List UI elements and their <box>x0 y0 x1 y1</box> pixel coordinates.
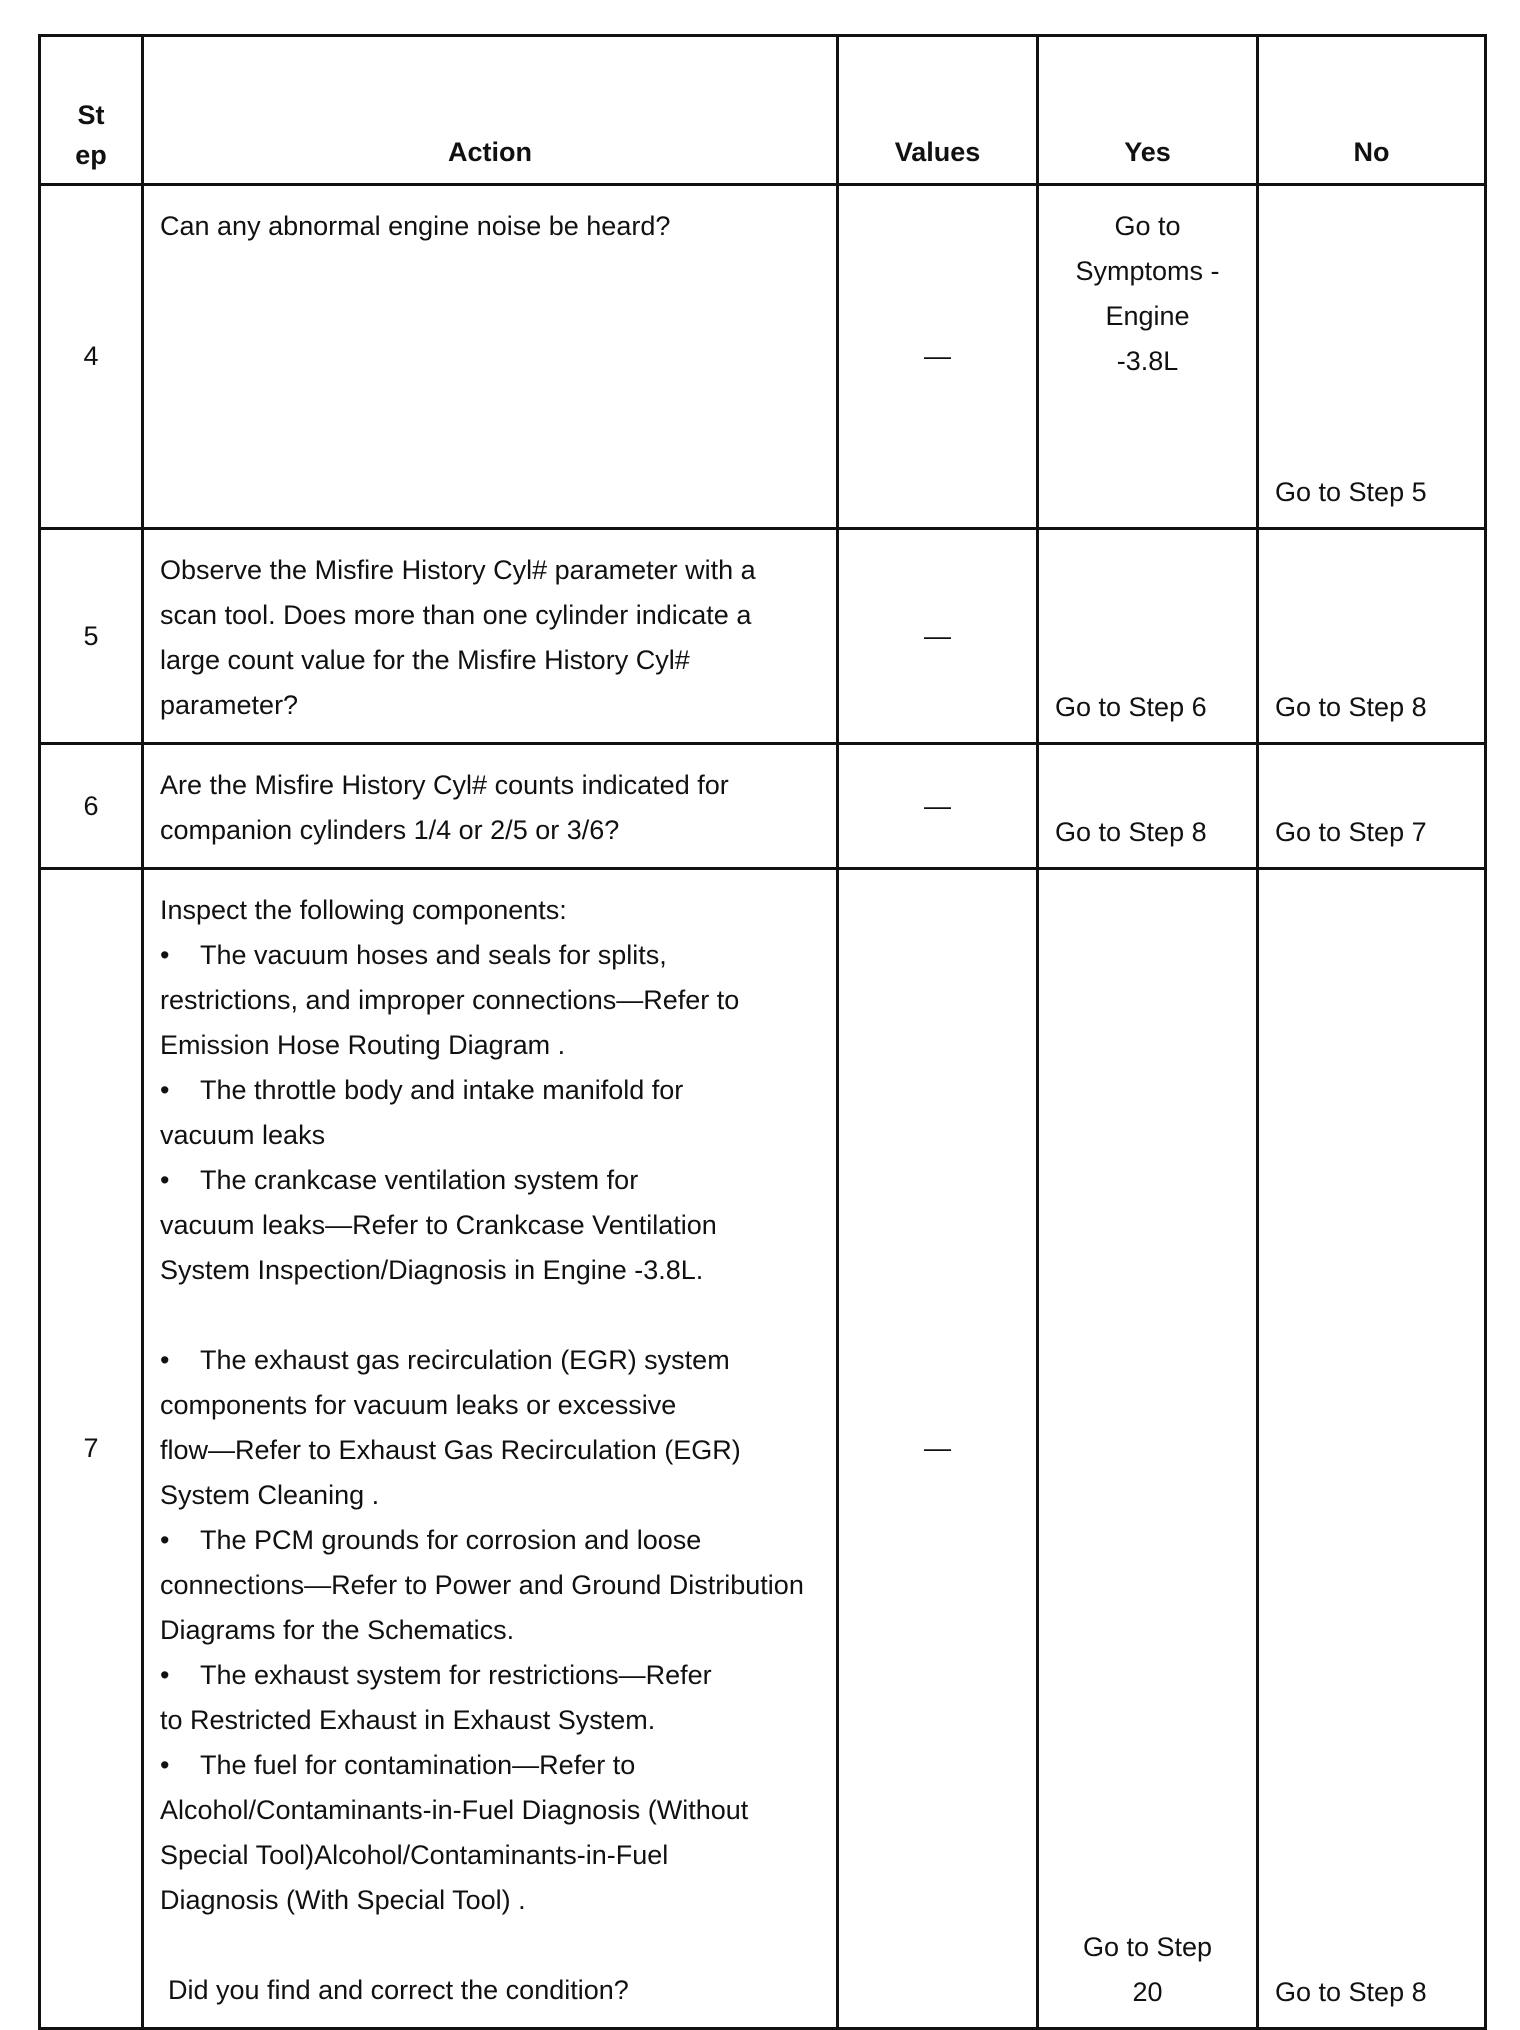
bullet-icon: • <box>160 1660 170 1690</box>
bullet-icon: • <box>160 1750 170 1780</box>
table-row-step-4 <box>40 185 1486 529</box>
yes-cell <box>1038 529 1258 744</box>
table-row-step-7 <box>40 869 1486 2029</box>
step-number: 6 <box>40 744 143 869</box>
no-cell <box>1258 744 1486 869</box>
action-line: to Restricted Exhaust in Exhaust System. <box>160 1705 656 1735</box>
header-row <box>40 36 1486 185</box>
values-cell: — <box>838 744 1038 869</box>
spacer <box>160 1293 822 1338</box>
no-cell <box>1258 185 1486 529</box>
action-line: Alcohol/Contaminants-in-Fuel Diagnosis (Without <box>160 1795 749 1825</box>
diagnostic-table-page <box>38 34 1484 2030</box>
yes-line: Go to <box>1114 211 1181 241</box>
bullet-text: The crankcase ventilation system for <box>200 1165 639 1195</box>
yes-line: 20 <box>1132 1977 1163 2007</box>
no-cell <box>1258 869 1486 2029</box>
bullet-text: The exhaust system for restrictions—Refer <box>200 1660 712 1690</box>
action-line: components for vacuum leaks or excessive <box>160 1390 677 1420</box>
action-cell <box>143 744 838 869</box>
spacer <box>160 1923 822 1968</box>
bullet-item <box>160 1158 822 1203</box>
action-line: restrictions, and improper connections—Refer to <box>160 985 740 1015</box>
bullet-icon: • <box>160 1345 170 1375</box>
yes-header: Yes <box>1038 36 1258 185</box>
values-cell: — <box>838 185 1038 529</box>
action-question: Did you find and correct the condition? <box>168 1975 629 2005</box>
action-line: Observe the Misfire History Cyl# parameter with a <box>160 555 756 585</box>
bullet-item <box>160 1743 822 1788</box>
bullet-text: The vacuum hoses and seals for splits, <box>200 940 667 970</box>
action-line: Are the Misfire History Cyl# counts indicated for <box>160 770 729 800</box>
yes-cell <box>1038 744 1258 869</box>
diagnostic-table <box>38 34 1487 2030</box>
bullet-icon: • <box>160 940 170 970</box>
step-number: 5 <box>40 529 143 744</box>
yes-line: Symptoms - <box>1075 256 1220 286</box>
no-header: No <box>1258 36 1486 185</box>
values-cell: — <box>838 529 1038 744</box>
no-text: Go to Step 5 <box>1275 477 1427 507</box>
no-text: Go to Step 7 <box>1275 817 1427 847</box>
action-cell <box>143 869 838 2029</box>
no-cell <box>1258 529 1486 744</box>
yes-line: Engine <box>1105 301 1190 331</box>
action-line: Special Tool)Alcohol/Contaminants-in-Fuel <box>160 1840 669 1870</box>
table-row-step-5 <box>40 529 1486 744</box>
yes-text: Go to Step 8 <box>1055 817 1207 847</box>
bullet-text: The throttle body and intake manifold for <box>200 1075 684 1105</box>
action-line: Emission Hose Routing Diagram . <box>160 1030 566 1060</box>
action-line: companion cylinders 1/4 or 2/5 or 3/6? <box>160 815 620 845</box>
yes-line: -3.8L <box>1116 346 1179 376</box>
action-line: scan tool. Does more than one cylinder indicate a <box>160 600 752 630</box>
bullet-item <box>160 1338 822 1383</box>
bullet-item <box>160 1068 822 1113</box>
action-line: parameter? <box>160 690 299 720</box>
action-line: vacuum leaks <box>160 1120 326 1150</box>
no-text: Go to Step 8 <box>1275 1977 1427 2007</box>
bullet-text: The fuel for contamination—Refer to <box>200 1750 636 1780</box>
action-line: flow—Refer to Exhaust Gas Recirculation (EGR) <box>160 1435 741 1465</box>
action-cell <box>143 529 838 744</box>
bullet-item <box>160 933 822 978</box>
no-text: Go to Step 8 <box>1275 692 1427 722</box>
action-line: Diagnosis (With Special Tool) . <box>160 1885 526 1915</box>
action-line: Diagrams for the Schematics. <box>160 1615 515 1645</box>
action-line: large count value for the Misfire History Cyl# <box>160 645 690 675</box>
step-number: 7 <box>40 869 143 2029</box>
step-number: 4 <box>40 185 143 529</box>
bullet-icon: • <box>160 1525 170 1555</box>
bullet-item <box>160 1653 822 1698</box>
action-line: System Cleaning . <box>160 1480 380 1510</box>
values-cell: — <box>838 869 1038 2029</box>
action-text: Can any abnormal engine noise be heard? <box>143 185 838 529</box>
step-header-line-2: ep <box>75 140 107 170</box>
table-row-step-6 <box>40 744 1486 869</box>
bullet-text: The exhaust gas recirculation (EGR) system <box>200 1345 730 1375</box>
values-header: Values <box>838 36 1038 185</box>
bullet-item <box>160 1518 822 1563</box>
bullet-text: The PCM grounds for corrosion and loose <box>200 1525 702 1555</box>
bullet-icon: • <box>160 1165 170 1195</box>
bullet-icon: • <box>160 1075 170 1105</box>
action-line: vacuum leaks—Refer to Crankcase Ventilation <box>160 1210 717 1240</box>
yes-cell <box>1038 869 1258 2029</box>
action-line: System Inspection/Diagnosis in Engine -3.8L. <box>160 1255 704 1285</box>
step-header-line-1: St <box>77 100 105 130</box>
yes-cell <box>1038 185 1258 529</box>
action-line: connections—Refer to Power and Ground Distribution <box>160 1570 804 1600</box>
yes-line: Go to Step <box>1082 1932 1213 1962</box>
action-header: Action <box>143 36 838 185</box>
yes-text: Go to Step 6 <box>1055 692 1207 722</box>
step-header <box>40 36 143 185</box>
action-intro: Inspect the following components: <box>160 895 567 925</box>
